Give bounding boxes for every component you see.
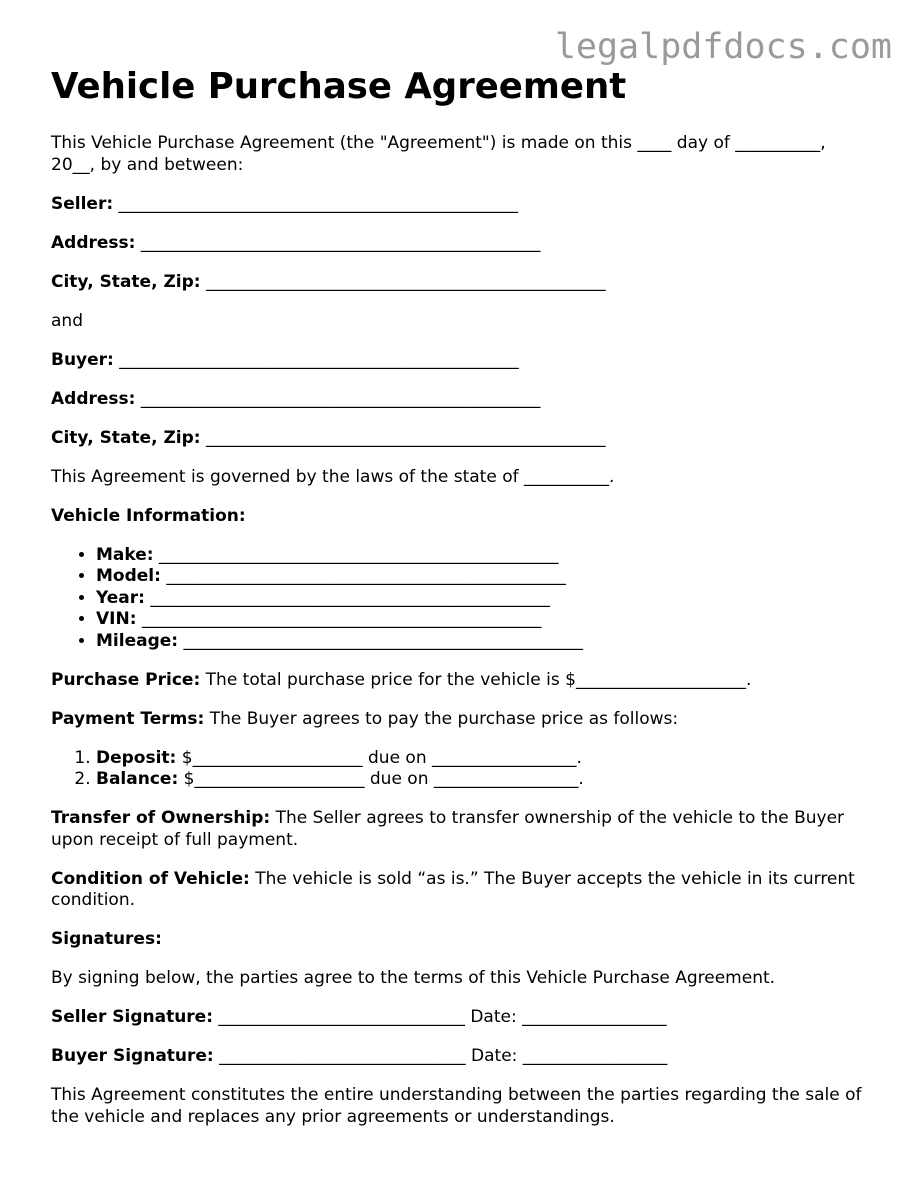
- seller-name-label: Seller:: [51, 193, 114, 214]
- vehicle-model-line: _______________________________________________: [166, 566, 566, 586]
- signatures-heading: [51, 929, 871, 951]
- vehicle-make-label: Make:: [96, 544, 154, 565]
- payment-terms-paragraph: [51, 709, 871, 731]
- intro-paragraph: This Vehicle Purchase Agreement (the "Agreement") is made on this ____ day of __________, 20__, by and between:: [51, 133, 826, 175]
- vehicle-mileage-line: _______________________________________________: [183, 630, 583, 651]
- seller-address-line: _______________________________________________: [140, 232, 541, 253]
- vehicle-model-item: [96, 566, 871, 588]
- seller-address-field: [51, 233, 871, 255]
- payment-terms-label: Payment Terms:: [51, 708, 205, 729]
- condition-paragraph: [51, 869, 871, 912]
- condition-label: Condition of Vehicle:: [51, 868, 250, 889]
- buyer-name-line: _______________________________________________: [119, 349, 519, 370]
- deposit-item: [96, 748, 871, 770]
- seller-signature-field: [51, 1007, 871, 1029]
- transfer-text: The Seller agrees to transfer ownership of the vehicle to the Buyer upon receipt of full payment.: [51, 808, 845, 850]
- vehicle-info-heading-text: Vehicle Information:: [51, 505, 246, 526]
- buyer-city-field: [51, 428, 871, 450]
- seller-city-label: City, State, Zip:: [51, 271, 201, 292]
- buyer-signature-field: [51, 1046, 871, 1068]
- vehicle-year-line: _______________________________________________: [150, 587, 550, 608]
- vehicle-info-heading: [51, 506, 871, 528]
- payment-terms-text: The Buyer agrees to pay the purchase price as follows:: [209, 708, 679, 729]
- vehicle-year-item: [96, 588, 871, 610]
- and-text: and: [51, 310, 83, 331]
- condition-text: The vehicle is sold “as is.” The Buyer accepts the vehicle in its current condition.: [51, 868, 855, 910]
- vehicle-vin-line: _______________________________________________: [141, 609, 542, 629]
- seller-city-line: _______________________________________________: [205, 271, 606, 292]
- seller-signature-line: _____________________________ Date: _________________: [218, 1007, 667, 1027]
- buyer-city-label: City, State, Zip:: [51, 427, 201, 448]
- vehicle-mileage-label: Mileage:: [96, 630, 179, 651]
- transfer-paragraph: [51, 808, 871, 851]
- vehicle-make-line: _______________________________________________: [158, 544, 559, 565]
- vehicle-year-label: Year:: [96, 587, 145, 608]
- deposit-label: Deposit:: [96, 747, 177, 768]
- closing-paragraph: This Agreement constitutes the entire understanding between the parties regarding the sale of the vehicle and replaces any prior agreements or understandings.: [51, 1085, 862, 1127]
- vehicle-make-item: [96, 545, 871, 567]
- vehicle-info-list: [51, 545, 871, 653]
- buyer-signature-label: Buyer Signature:: [51, 1046, 214, 1066]
- seller-city-field: [51, 272, 871, 294]
- governing-law-paragraph: This Agreement is governed by the laws of the state of __________.: [51, 466, 615, 487]
- purchase-price-text: The total purchase price for the vehicle is $____________________.: [205, 669, 752, 690]
- signatures-intro: By signing below, the parties agree to the terms of this Vehicle Purchase Agreement.: [51, 968, 776, 988]
- page-title: Vehicle Purchase Agreement: [51, 66, 627, 107]
- vehicle-mileage-item: [96, 631, 871, 653]
- buyer-city-line: _______________________________________________: [205, 427, 606, 448]
- buyer-name-label: Buyer:: [51, 349, 114, 370]
- buyer-address-line: _______________________________________________: [140, 388, 541, 409]
- balance-item: [96, 769, 871, 791]
- balance-label: Balance:: [96, 769, 179, 789]
- buyer-signature-line: _____________________________ Date: _________________: [219, 1046, 668, 1066]
- purchase-price-label: Purchase Price:: [51, 669, 201, 690]
- seller-address-label: Address:: [51, 232, 136, 253]
- seller-signature-label: Seller Signature:: [51, 1007, 214, 1027]
- payment-terms-list: [51, 748, 871, 791]
- buyer-name-field: [51, 350, 871, 372]
- seller-name-field: [51, 194, 871, 216]
- deposit-text: $____________________ due on _________________.: [181, 747, 582, 768]
- document-page: [51, 64, 871, 1146]
- signatures-heading-text: Signatures:: [51, 929, 162, 949]
- buyer-address-label: Address:: [51, 388, 136, 409]
- vehicle-model-label: Model:: [96, 566, 161, 586]
- seller-name-line: _______________________________________________: [118, 193, 519, 214]
- vehicle-vin-item: [96, 609, 871, 631]
- buyer-address-field: [51, 389, 871, 411]
- balance-text: $____________________ due on _________________.: [183, 769, 584, 789]
- purchase-price-paragraph: [51, 670, 871, 692]
- vehicle-vin-label: VIN:: [96, 609, 137, 629]
- transfer-label: Transfer of Ownership:: [51, 808, 271, 828]
- watermark: legalpdfdocs.com: [554, 27, 892, 67]
